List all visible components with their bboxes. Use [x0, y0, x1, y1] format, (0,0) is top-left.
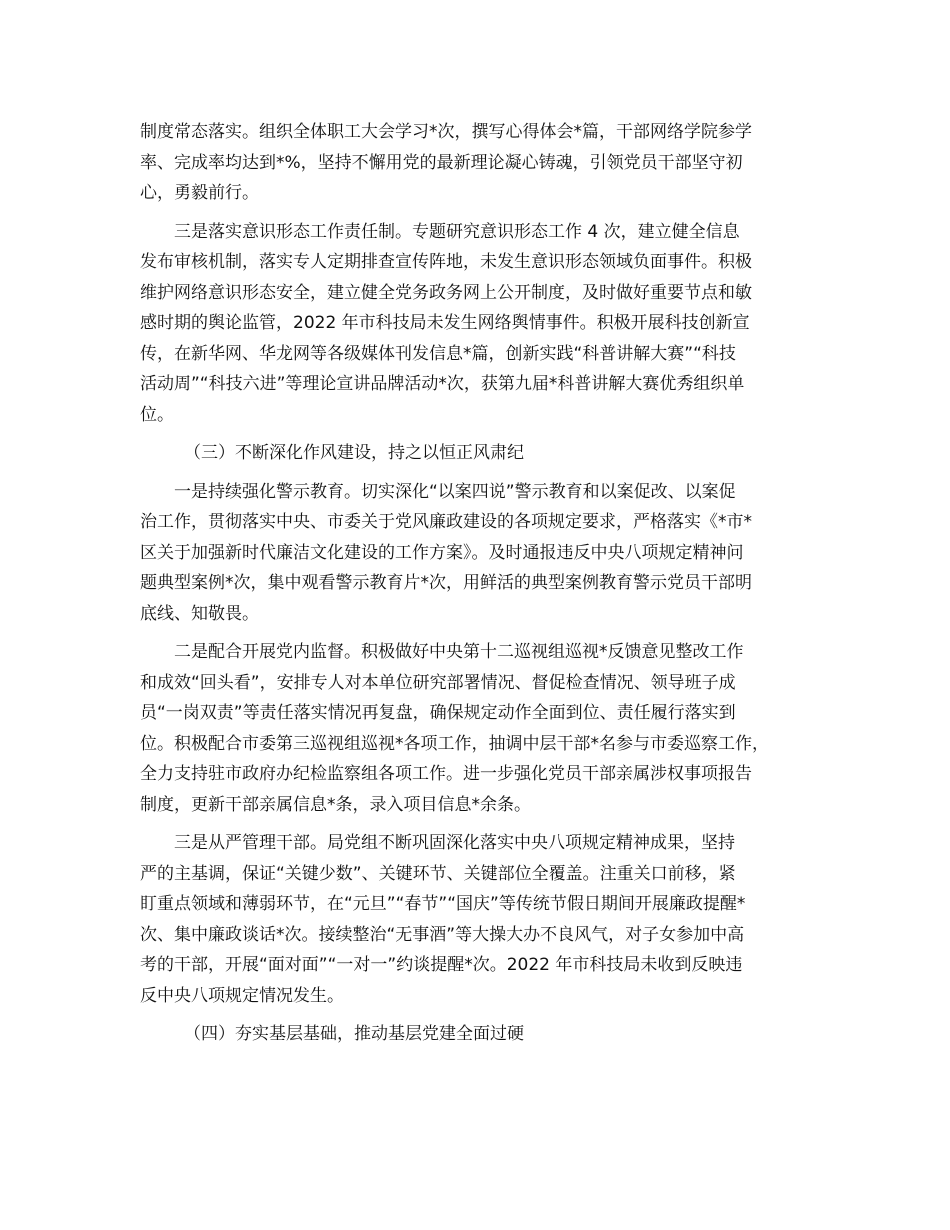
text-line: 题典型案例*次，集中观看警示教育片*次，用鲜活的典型案例教育警示党员干部明	[140, 573, 752, 593]
text-line: 三是落实意识形态工作责任制。专题研究意识形态工作 4 次，建立健全信息	[174, 221, 740, 242]
text-line: 维护网络意识形态安全，建立健全党务政务网上公开制度，及时做好重要节点和敏	[140, 282, 752, 303]
text-line: 三是从严管理干部。局党组不断巩固深化落实中央八项规定精神成果，坚持	[174, 833, 735, 853]
text-line: 位。积极配合市委第三巡视组巡视*各项工作，抽调中层干部*名参与市委巡察工作，	[140, 733, 769, 754]
text-line: 制度常态落实。组织全体职工大会学习*次，撰写心得体会*篇，干部网络学院参学	[140, 122, 752, 142]
text-line: 严的主基调，保证“关键少数”、关键环节、关键部位全覆盖。注重关口前移，紧	[140, 863, 736, 884]
paragraph-theory-study	[140, 117, 830, 209]
text-line: 治工作，贯彻落实中央、市委关于党风廉政建设的各项规定要求，严格落实《*市*	[140, 512, 752, 532]
section-heading-3: （三）不断深化作风建设，持之以恒正风肃纪	[184, 443, 524, 463]
text-line: 感时期的舆论监管，2022 年市科技局未发生网络舆情事件。积极开展科技创新宣	[140, 313, 750, 333]
paragraph-ideology-responsibility	[140, 217, 830, 431]
text-line: 员“一岗双责”等责任落实情况再复盘，确保规定动作全面到位、责任履行落实到	[140, 703, 736, 723]
text-line: 次、集中廉政谈话*次。接续整治“无事酒”等大操大办不良风气，对子女参加中高	[140, 924, 745, 945]
paragraph-party-supervision	[140, 637, 830, 820]
text-line: 全力支持驻市政府办纪检监察组各项工作。进一步强化党员干部亲属涉权事项报告	[140, 764, 752, 784]
paragraph-cadre-management	[140, 828, 830, 1011]
text-line: 盯重点领域和薄弱环节，在“元旦”“春节”“国庆”等传统节假日期间开展廉政提醒*	[140, 894, 746, 914]
document-body	[140, 117, 830, 1058]
paragraph-warning-education	[140, 477, 830, 630]
text-line: 考的干部，开展“面对面”“一对一”约谈提醒*次。2022 年市科技局未收到反映违	[140, 955, 743, 975]
text-line: 制度，更新干部亲属信息*条，录入项目信息*余条。	[140, 794, 531, 815]
text-line: 位。	[140, 404, 174, 425]
text-line: 反中央八项规定情况发生。	[140, 985, 344, 1006]
text-line: 区关于加强新时代廉洁文化建设的工作方案》。及时通报违反中央八项规定精神问	[140, 542, 744, 563]
text-line: 发布审核机制，落实专人定期排查宣传阵地，未发生意识形态领域负面事件。积极	[140, 252, 752, 272]
section-heading-4: （四）夯实基层基础，推动基层党建全面过硬	[184, 1024, 524, 1044]
text-line: 活动周”“科技六进”等理论宣讲品牌活动*次，获第九届*科普讲解大赛优秀组织单	[140, 374, 745, 394]
text-line: 率、完成率均达到*%，坚持不懈用党的最新理论凝心铸魂，引领党员干部坚守初	[140, 152, 743, 173]
text-line: 底线、知敬畏。	[140, 603, 259, 624]
text-line: 传，在新华网、华龙网等各级媒体刊发信息*篇，创新实践“科普讲解大赛”“科技	[140, 343, 736, 364]
text-line: 一是持续强化警示教育。切实深化“以案四说”警示教育和以案促改、以案促	[174, 481, 736, 502]
text-line: 二是配合开展党内监督。积极做好中央第十二巡视组巡视*反馈意见整改工作	[174, 642, 744, 662]
text-line: 心，勇毅前行。	[140, 183, 259, 203]
text-line: 和成效“回头看”，安排专人对本单位研究部署情况、督促检查情况、领导班子成	[140, 672, 736, 693]
